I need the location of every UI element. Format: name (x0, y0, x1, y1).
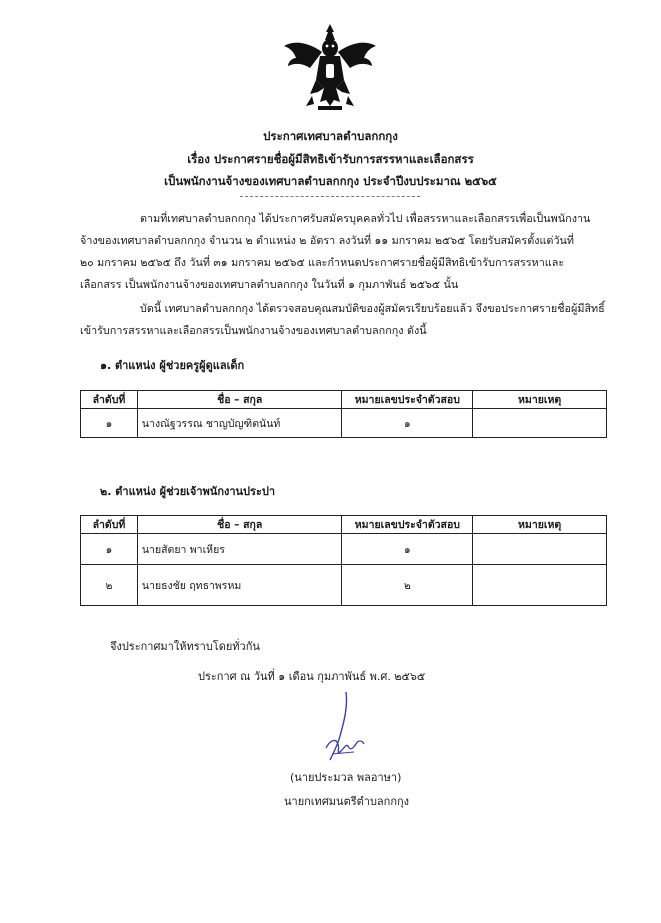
announcement-subject: เรื่อง ประกาศรายชื่อผู้มีสิทธิเข้ารับการสรรหาและเลือกสรร (187, 152, 474, 166)
para2-line: บัดนี้ เทศบาลตำบลกกกุง ได้ตรวจสอบคุณสมบัติของผู้สมัครเรียบร้อยแล้ว จึงขอประกาศรายชื่อผู้มีสิทธิ์ (140, 302, 605, 315)
announcement-agency: ประกาศเทศบาลตำบลกกกุง (263, 129, 398, 143)
table-row (81, 534, 607, 565)
para1-line: ตามที่เทศบาลตำบลกกกุง ได้ประกาศรับสมัครบุคคลทั่วไป เพื่อสรรหาและเลือกสรรเพื่อเป็นพนักงาน (140, 212, 591, 225)
table-header-row (81, 391, 607, 409)
para1-line: ๒๐ มกราคม ๒๕๖๕ ถึง วันที่ ๓๑ มกราคม ๒๕๖๕ และกำหนดประกาศรายชื่อผู้มีสิทธิเข้ารับการสรรหาและ (80, 256, 565, 269)
section-2-title: ๒. ตำแหน่ง ผู้ช่วยเจ้าพนักงานประปา (100, 485, 276, 498)
section-2-table (80, 515, 607, 606)
col-header-note: หมายเหตุ (473, 516, 607, 534)
col-header-note: หมายเหตุ (473, 391, 607, 409)
table-header-row (81, 516, 607, 534)
cell-no: ๑ (81, 409, 138, 438)
para1-line: จ้างของเทศบาลตำบลกกกุง จำนวน ๒ ตำแหน่ง ๒ อัตรา ลงวันที่ ๑๑ มกราคม ๒๕๖๕ โดยรับสมัครตั้งแต่วันที่ (80, 234, 575, 247)
signer-title: นายกเทศมนตรีตำบลกกกุง (284, 795, 410, 808)
cell-name: นายธงชัย ฤทธาพรหม (137, 565, 342, 606)
cell-exam: ๑ (342, 534, 473, 565)
cell-no: ๑ (81, 534, 138, 565)
section-1-table (80, 390, 607, 438)
cell-note (473, 409, 607, 438)
signer-name: (นายประมวล พลอาษา) (290, 771, 402, 784)
section-1-title: ๑. ตำแหน่ง ผู้ช่วยครูผู้ดูแลเด็ก (100, 359, 245, 372)
cell-exam: ๒ (342, 565, 473, 606)
garuda-emblem-icon (280, 22, 380, 117)
col-header-exam: หมายเลขประจำตัวสอบ (342, 391, 473, 409)
para1-line: เลือกสรร เป็นพนักงานจ้างของเทศบาลตำบลกกกุง ในวันที่ ๑ กุมภาพันธ์ ๒๕๖๕ นั้น (80, 278, 459, 291)
table-row (81, 565, 607, 606)
cell-name: นายสัตยา พาเหียร (137, 534, 342, 565)
announcement-subject-cont: เป็นพนักงานจ้างของเทศบาลตำบลกกกุง ประจำปีงบประมาณ ๒๕๖๕ (164, 174, 497, 188)
cell-exam: ๑ (342, 409, 473, 438)
header-separator (240, 196, 420, 197)
cell-note (473, 534, 607, 565)
body-paragraph-2 (80, 298, 610, 342)
announcement-date: ประกาศ ณ วันที่ ๑ เดือน กุมภาพันธ์ พ.ศ. ๒๕๖๕ (198, 670, 426, 683)
col-header-name: ชื่อ – สกุล (137, 391, 342, 409)
col-header-no: ลำดับที่ (81, 391, 138, 409)
cell-no: ๒ (81, 565, 138, 606)
body-paragraph-1 (80, 208, 610, 296)
handwritten-signature (318, 688, 368, 768)
col-header-exam: หมายเลขประจำตัวสอบ (342, 516, 473, 534)
para2-line: เข้ารับการสรรหาและเลือกสรรเป็นพนักงานจ้างของเทศบาลตำบลกกกุง ดังนี้ (80, 324, 427, 337)
closing-statement: จึงประกาศมาให้ทราบโดยทั่วกัน (110, 640, 260, 653)
col-header-name: ชื่อ – สกุล (137, 516, 342, 534)
table-row (81, 409, 607, 438)
col-header-no: ลำดับที่ (81, 516, 138, 534)
cell-note (473, 565, 607, 606)
cell-name: นางณัฐวรรณ ชาญบัญฑิตนันท์ (137, 409, 342, 438)
